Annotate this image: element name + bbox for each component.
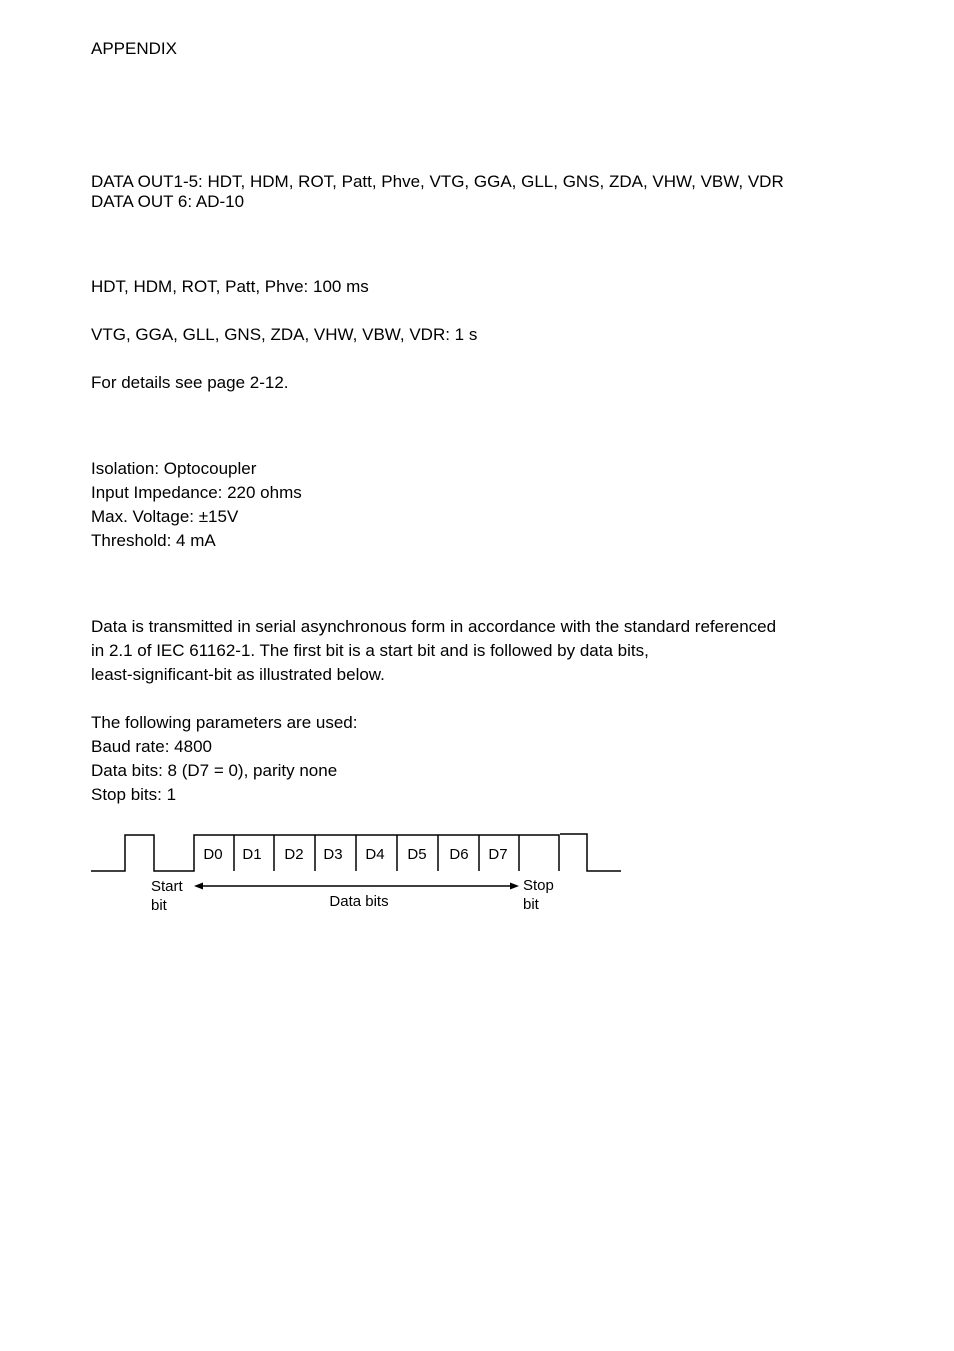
bit-label-d0: D0 (203, 846, 223, 863)
impedance-spec: Input Impedance: 220 ohms (91, 483, 302, 502)
data-out-6-line: DATA OUT 6: AD-10 (91, 192, 245, 211)
start-bit-label-line-2: bit (151, 897, 167, 914)
arrow-head-right (510, 883, 519, 890)
bit-label-d7: D7 (488, 846, 508, 863)
voltage-spec: Max. Voltage: ±15V (91, 507, 239, 526)
isolation-spec: Isolation: Optocoupler (91, 459, 257, 478)
page-header: APPENDIX (91, 39, 177, 58)
bit-label-d1: D1 (242, 846, 262, 863)
stop-bit-label-line-1: Stop (523, 877, 554, 894)
arrow-head-left (194, 883, 203, 890)
bit-label-d4: D4 (365, 846, 385, 863)
parameters-intro: The following parameters are used: (91, 713, 358, 732)
bit-label-d3: D3 (323, 846, 343, 863)
data-out-1-5-line: DATA OUT1-5: HDT, HDM, ROT, Patt, Phve, VTG, GGA, GLL, GNS, ZDA, VHW, VBW, VDR (91, 172, 784, 191)
start-bit-label-line-1: Start (151, 878, 183, 895)
details-reference: For details see page 2-12. (91, 373, 289, 392)
bit-label-d6: D6 (449, 846, 469, 863)
bit-label-d5: D5 (407, 846, 427, 863)
data-bits-label: Data bits (329, 893, 389, 910)
data-bits-spec: Data bits: 8 (D7 = 0), parity none (91, 761, 338, 780)
waveform-stop-pulse (560, 834, 621, 871)
threshold-spec: Threshold: 4 mA (91, 531, 216, 550)
stop-bits-spec: Stop bits: 1 (91, 785, 177, 804)
transmission-paragraph-line-3: least-significant-bit as illustrated below. (91, 665, 385, 684)
bit-label-d2: D2 (284, 846, 304, 863)
stop-bit-label-line-2: bit (523, 896, 539, 913)
fast-interval-line: HDT, HDM, ROT, Patt, Phve: 100 ms (91, 277, 369, 296)
slow-interval-line: VTG, GGA, GLL, GNS, ZDA, VHW, VBW, VDR: 1 s (91, 325, 478, 344)
transmission-paragraph-line-2: in 2.1 of IEC 61162-1. The first bit is a start bit and is followed by data bits, (91, 641, 649, 660)
baud-rate: Baud rate: 4800 (91, 737, 212, 756)
transmission-paragraph-line-1: Data is transmitted in serial asynchronous form in accordance with the standard referenced (91, 617, 777, 636)
